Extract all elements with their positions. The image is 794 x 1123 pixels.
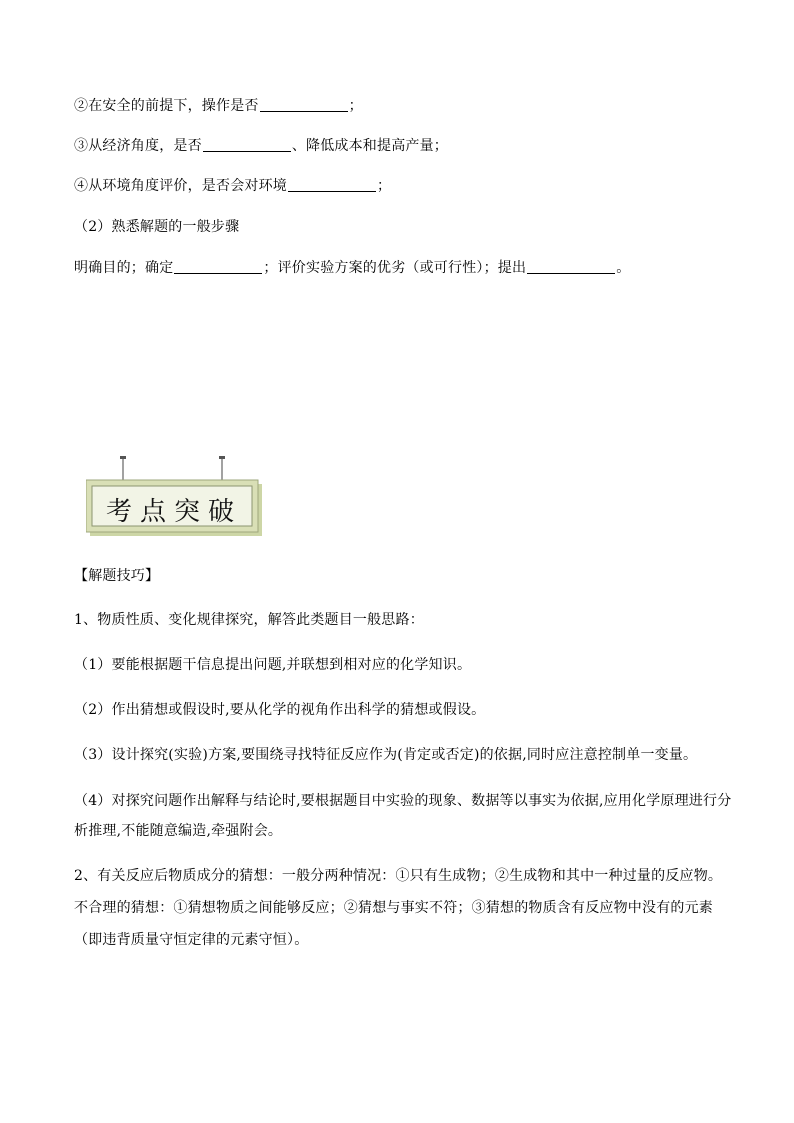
answer-blank[interactable] bbox=[174, 259, 262, 274]
answer-blank[interactable] bbox=[260, 97, 348, 112]
line-text: ④从环境角度评价，是否会对环境 bbox=[74, 178, 287, 194]
paragraph-1-item-4b: 析推理,不能随意编造,牵强附会。 bbox=[74, 823, 283, 839]
line-text: ②在安全的前提下，操作是否 bbox=[74, 98, 259, 114]
question-line-4 bbox=[74, 176, 391, 196]
paragraph-2a: 2、有关反应后物质成分的猜想：一般分两种情况：①只有生成物；②生成物和其中一种过量的反应物。 bbox=[74, 868, 723, 884]
answer-blank[interactable] bbox=[203, 137, 291, 152]
line-text: 。 bbox=[616, 260, 631, 276]
line-text: 明确目的；确定 bbox=[74, 260, 174, 276]
paragraph-1-item-4a: （4）对探究问题作出解释与结论时,要根据题目中实验的现象、数据等以事实为依据,应用化学原理进行分 bbox=[74, 793, 732, 809]
paragraph-2b: 不合理的猜想：①猜想物质之间能够反应；②猜想与事实不符；③猜想的物质含有反应物中没有的元素 bbox=[74, 900, 713, 916]
question-line-2 bbox=[74, 96, 363, 116]
paragraph-2c: （即违背质量守恒定律的元素守恒）。 bbox=[74, 932, 309, 948]
section-heading: 【解题技巧】 bbox=[74, 568, 160, 584]
answer-blank[interactable] bbox=[288, 177, 376, 192]
paragraph-1: 1、物质性质、变化规律探究，解答此类题目一般思路： bbox=[74, 612, 424, 628]
line-text: ；评价实验方案的优劣（或可行性）；提出 bbox=[263, 260, 527, 276]
answer-blank[interactable] bbox=[527, 259, 615, 274]
steps-line bbox=[74, 258, 630, 278]
line-text: ； bbox=[377, 178, 392, 194]
paragraph-1-item-3: （3）设计探究(实验)方案,要围绕寻找特征反应作为(肯定或否定)的依据,同时应注意控制单一变量。 bbox=[74, 747, 698, 763]
question-line-3 bbox=[74, 136, 448, 156]
line-text: ； bbox=[348, 98, 363, 114]
banner-title: 考点突破 bbox=[105, 497, 242, 527]
paragraph-1-item-1: （1）要能根据题干信息提出问题,并联想到相对应的化学知识。 bbox=[74, 657, 472, 673]
section-banner bbox=[86, 456, 262, 536]
paragraph-1-item-2: （2）作出猜想或假设时,要从化学的视角作出科学的猜想或假设。 bbox=[74, 702, 486, 718]
line-text: 、降低成本和提高产量； bbox=[291, 138, 449, 154]
line-text: ③从经济角度，是否 bbox=[74, 138, 202, 154]
steps-heading: （2）熟悉解题的一般步骤 bbox=[74, 219, 240, 235]
